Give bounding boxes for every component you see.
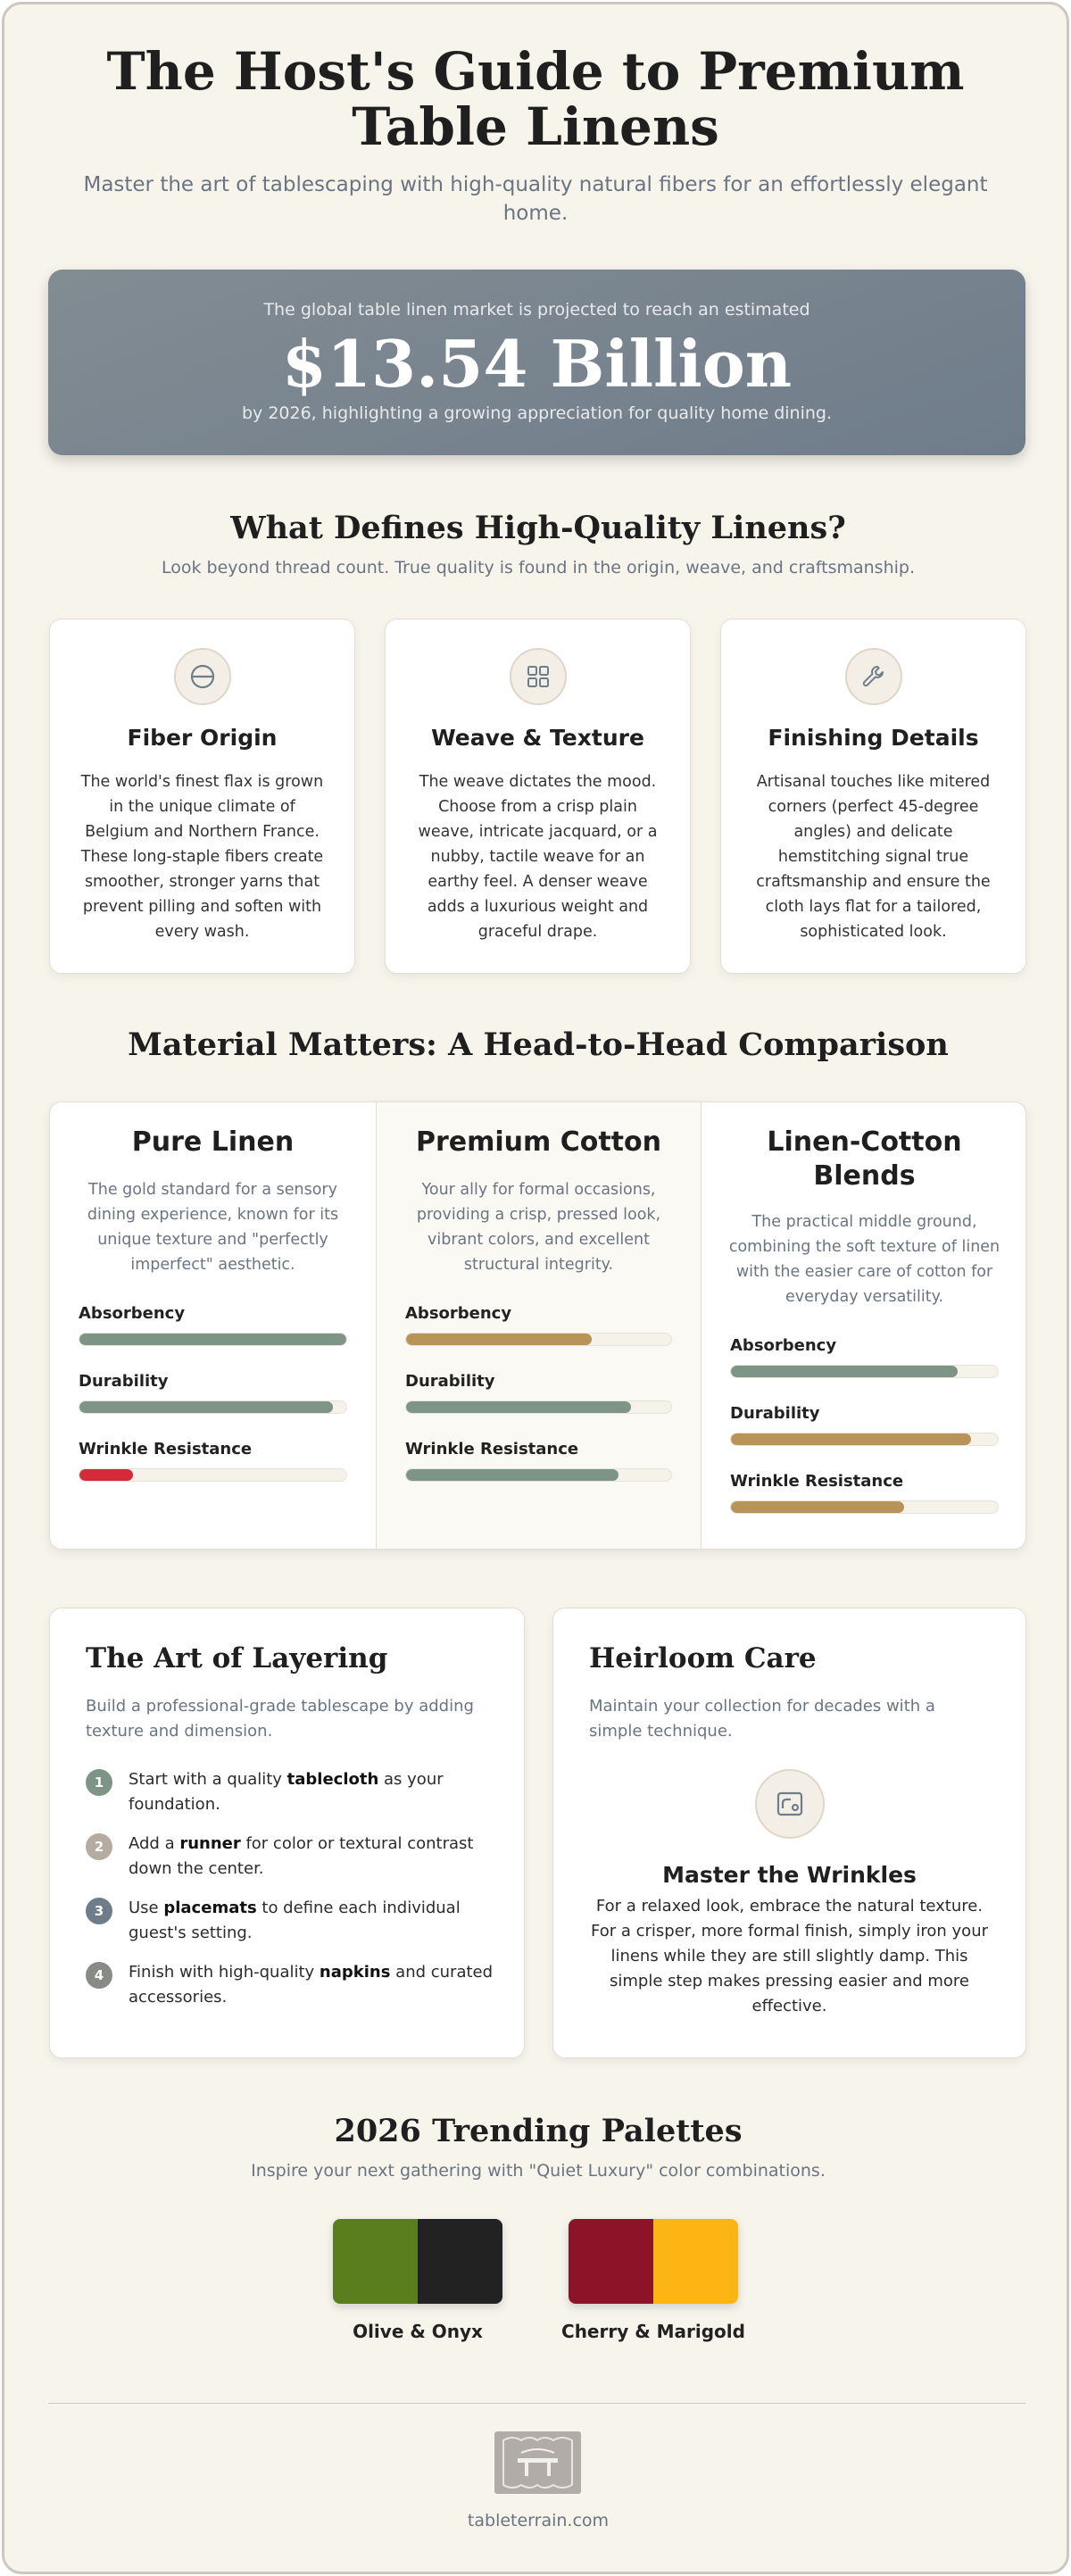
linen-cotton-blends-column — [702, 1102, 1026, 1550]
fiber-icon — [174, 648, 231, 705]
material-name: Pure Linen — [131, 1126, 295, 1158]
material-description: The gold standard for a sensory dining experience, known for its unique texture and "perfectly imperfect" aesthetic. — [87, 1181, 339, 1274]
comparison-table — [49, 1101, 1026, 1550]
step-text-bold: tablecloth — [286, 1770, 379, 1789]
metric-label: Wrinkle Resistance — [405, 1440, 579, 1458]
wrench-icon — [845, 648, 902, 705]
metric-bar-fill — [79, 1334, 346, 1345]
care-intro: Maintain your collection for decades with a simple technique. — [589, 1697, 935, 1741]
metric-label: Absorbency — [79, 1304, 186, 1323]
card-title: Finishing Details — [768, 725, 979, 751]
step-number: 2 — [86, 1833, 112, 1860]
layering-step — [86, 1960, 497, 2014]
step-text — [129, 1960, 497, 2010]
banner-tail: by 2026, highlighting a growing appreciation for quality home dining. — [241, 403, 832, 423]
metric-label: Absorbency — [405, 1304, 512, 1323]
layering-step — [86, 1896, 497, 1949]
step-text-bold: runner — [179, 1834, 241, 1853]
step-text-bold: placemats — [163, 1899, 257, 1917]
market-banner — [48, 270, 1025, 455]
card-title: Fiber Origin — [127, 725, 278, 751]
metric-durability — [730, 1404, 999, 1458]
step-number: 4 — [86, 1962, 112, 1989]
step-number: 3 — [86, 1898, 112, 1924]
iron-icon — [755, 1769, 825, 1839]
step-text-pre: Finish with high-quality — [129, 1963, 320, 1982]
layering-intro: Build a professional-grade tablescape by adding texture and dimension. — [86, 1697, 474, 1741]
step-text-post: as your foundation. — [129, 1770, 444, 1814]
metric-wrinkle-resistance — [79, 1440, 347, 1493]
metric-bar-track — [730, 1433, 999, 1446]
step-text — [129, 1767, 497, 1817]
metric-wrinkle-resistance — [730, 1472, 999, 1525]
step-text-post: to define each individual guest's setting. — [129, 1899, 461, 1942]
premium-cotton-column — [376, 1102, 702, 1550]
metric-label: Durability — [79, 1372, 169, 1391]
palette-name: Olive & Onyx — [353, 2321, 483, 2342]
care-title: Heirloom Care — [589, 1642, 817, 1674]
metric-bar-fill — [406, 1334, 592, 1345]
palettes-section-subtitle: Inspire your next gathering with "Quiet Luxury" color combinations. — [251, 2161, 826, 2181]
metric-bar-track — [79, 1400, 347, 1414]
footer-divider — [48, 2403, 1025, 2404]
metric-label: Durability — [405, 1372, 495, 1391]
banner-lead: The global table linen market is projected to reach an estimated — [263, 300, 810, 320]
metric-label: Wrinkle Resistance — [79, 1440, 253, 1458]
metric-bar-fill — [731, 1366, 958, 1377]
heirloom-care-card — [552, 1608, 1026, 2058]
metric-bar-fill — [79, 1401, 333, 1413]
material-name: Premium Cotton — [415, 1126, 661, 1158]
metric-bar-fill — [731, 1433, 971, 1445]
swatch-color-left — [569, 2219, 653, 2304]
step-text — [129, 1896, 497, 1946]
banner-figure: $13.54 Billion — [281, 326, 793, 402]
page-subtitle: Master the art of tablescaping with high-quality natural fibers for an effortlessly elegant home. — [83, 173, 988, 225]
material-name: Linen-Cotton Blends — [767, 1126, 962, 1192]
material-description: The practical middle ground, combining the soft texture of linen with the easier care of cotton for everyday versatility. — [728, 1213, 1000, 1306]
step-number: 1 — [86, 1769, 112, 1796]
metric-absorbency — [79, 1304, 347, 1358]
card-text: The weave dictates the mood. Choose from a crisp plain weave, intricate jacquard, or a nubby, tactile weave for an earthy feel. A denser weave adds a luxurious weight and graceful drape. — [418, 773, 658, 941]
pure-linen-column — [50, 1102, 376, 1550]
grid-icon — [510, 648, 567, 705]
step-text-pre: Use — [129, 1899, 164, 1917]
page-frame — [2, 2, 1069, 2574]
quality-section-subtitle: Look beyond thread count. True quality is found in the origin, weave, and craftsmanship. — [162, 558, 915, 578]
layering-step — [86, 1832, 497, 1885]
layering-step — [86, 1767, 497, 1821]
footer-site: tableterrain.com — [467, 2511, 610, 2530]
swatch-color-left — [333, 2219, 418, 2304]
comparison-section-title: Material Matters: A Head-to-Head Comparison — [128, 1026, 949, 1063]
metric-bar-track — [405, 1400, 672, 1414]
metric-label: Wrinkle Resistance — [730, 1472, 904, 1491]
palette-swatch-cherry-marigold — [569, 2219, 738, 2304]
metric-wrinkle-resistance — [405, 1440, 672, 1493]
table-logo-icon — [494, 2431, 581, 2494]
step-text-post: and curated accessories. — [129, 1963, 494, 2007]
card-title: Weave & Texture — [431, 725, 644, 751]
metric-durability — [405, 1372, 672, 1425]
metric-bar-track — [405, 1333, 672, 1346]
card-text: The world's finest flax is grown in the unique climate of Belgium and Northern France. These long-staple fibers create smoother, stronger yarns that prevent pilling and soften with every wash. — [80, 773, 324, 941]
palettes-section-title: 2026 Trending Palettes — [334, 2113, 743, 2149]
metric-bar-track — [79, 1333, 347, 1346]
layering-card — [49, 1608, 525, 2058]
metric-durability — [79, 1372, 347, 1425]
quality-section-title: What Defines High-Quality Linens? — [230, 510, 846, 546]
fiber-origin-card — [49, 619, 355, 974]
palette-swatch-olive-onyx — [333, 2219, 502, 2304]
card-text: Artisanal touches like mitered corners (perfect 45-degree angles) and delicate hemstitching signal true craftsmanship and ensure the cloth lays flat for a tailored, sophisticated look. — [756, 773, 991, 941]
metric-label: Durability — [730, 1404, 820, 1423]
step-text-pre: Add a — [129, 1834, 180, 1853]
layering-title: The Art of Layering — [86, 1642, 388, 1674]
weave-texture-card — [385, 619, 691, 974]
metric-label: Absorbency — [730, 1336, 837, 1355]
metric-bar-track — [79, 1468, 347, 1482]
metric-bar-track — [405, 1468, 672, 1482]
care-text: For a relaxed look, embrace the natural texture. For a crisper, more formal finish, simply iron your linens while they are still slightly damp. This simple step makes pressing easier and more effective. — [591, 1897, 988, 2015]
metric-bar-track — [730, 1500, 999, 1514]
step-text-bold: napkins — [319, 1963, 391, 1982]
palette-name: Cherry & Marigold — [561, 2321, 745, 2342]
step-text-post: for color or textural contrast down the center. — [129, 1834, 474, 1878]
finishing-details-card — [720, 619, 1026, 974]
care-subtitle: Master the Wrinkles — [662, 1862, 917, 1888]
metric-absorbency — [405, 1304, 672, 1358]
step-text — [129, 1832, 497, 1882]
metric-bar-fill — [406, 1401, 631, 1413]
metric-absorbency — [730, 1336, 999, 1390]
material-description: Your ally for formal occasions, providing a crisp, pressed look, vibrant colors, and excellent structural integrity. — [416, 1181, 661, 1274]
step-text-pre: Start with a quality — [129, 1770, 287, 1789]
page-title: The Host's Guide to Premium Table Linens — [106, 41, 965, 157]
swatch-color-right — [418, 2219, 502, 2304]
swatch-color-right — [653, 2219, 738, 2304]
metric-bar-track — [730, 1365, 999, 1378]
metric-bar-fill — [406, 1469, 619, 1481]
metric-bar-fill — [731, 1501, 904, 1513]
metric-bar-fill — [79, 1469, 133, 1481]
